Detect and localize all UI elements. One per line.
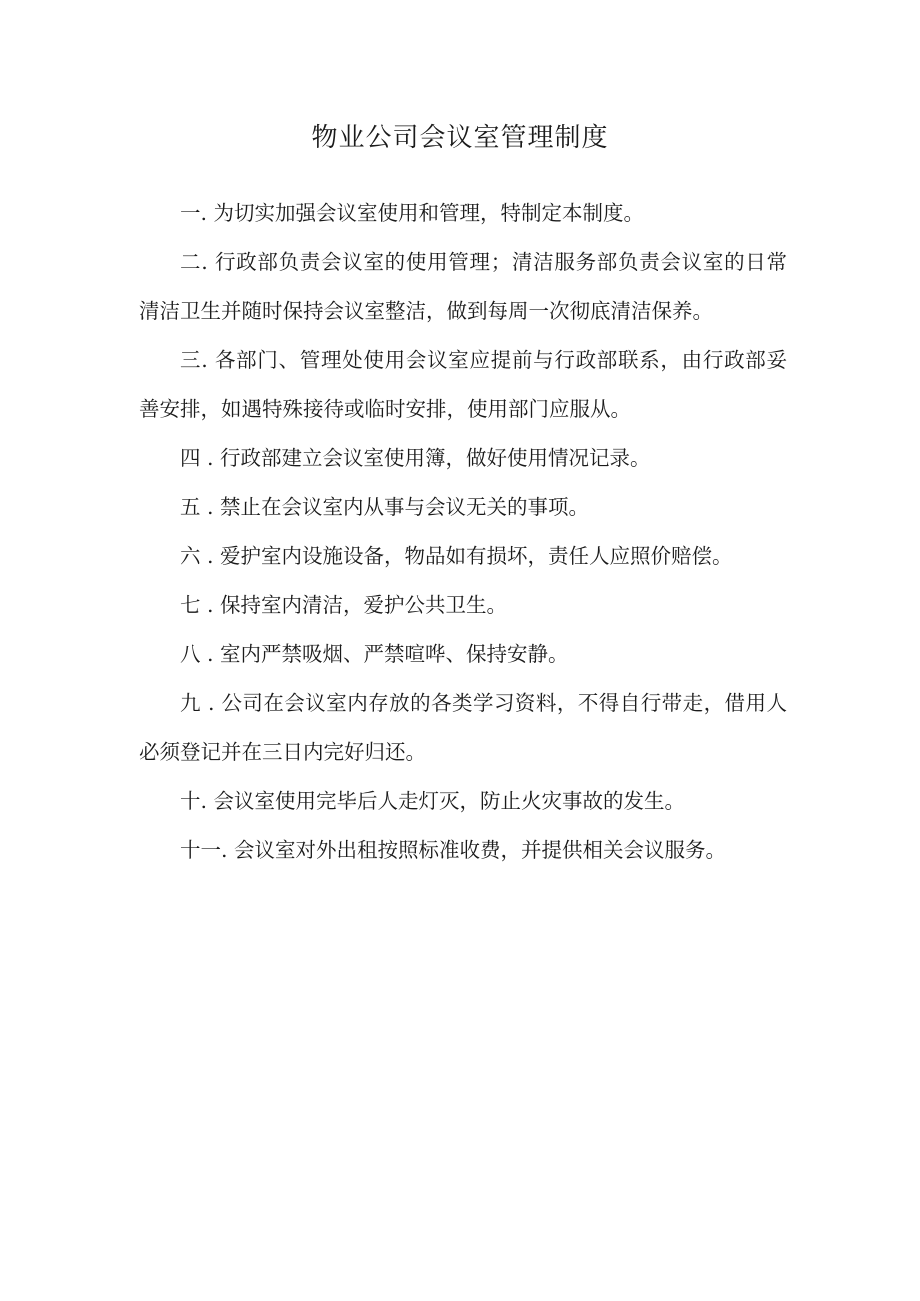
clause-1: 一. 为切实加强会议室使用和管理，特制定本制度。 xyxy=(180,201,645,225)
document-body xyxy=(139,189,787,875)
clause-3: 三. 各部门、管理处使用会议室应提前与行政部联系，由行政部妥善安排，如遇特殊接待或临时安排，使用部门应服从。 xyxy=(139,348,787,421)
clause-6: 六 . 爱护室内设施设备，物品如有损坏，责任人应照价赔偿。 xyxy=(180,544,733,568)
clause-11: 十一. 会议室对外出租按照标准收费，并提供相关会议服务。 xyxy=(180,838,727,862)
clause-9: 九 . 公司在会议室内存放的各类学习资料，不得自行带走，借用人必须登记并在三日内完好归还。 xyxy=(139,691,787,764)
clause-2: 二. 行政部负责会议室的使用管理；清洁服务部负责会议室的日常清洁卫生并随时保持会议室整洁，做到每周一次彻底清洁保养。 xyxy=(139,250,787,323)
clause-8: 八 . 室内严禁吸烟、严禁喧哗、保持安静。 xyxy=(180,642,569,666)
clause-10: 十. 会议室使用完毕后人走灯灭，防止火灾事故的发生。 xyxy=(180,789,686,813)
document-title: 物业公司会议室管理制度 xyxy=(311,123,609,153)
clause-5: 五 . 禁止在会议室内从事与会议无关的事项。 xyxy=(180,495,590,519)
clause-7: 七 . 保持室内清洁，爱护公共卫生。 xyxy=(180,593,508,617)
clause-4: 四 . 行政部建立会议室使用簿，做好使用情况记录。 xyxy=(180,446,651,470)
